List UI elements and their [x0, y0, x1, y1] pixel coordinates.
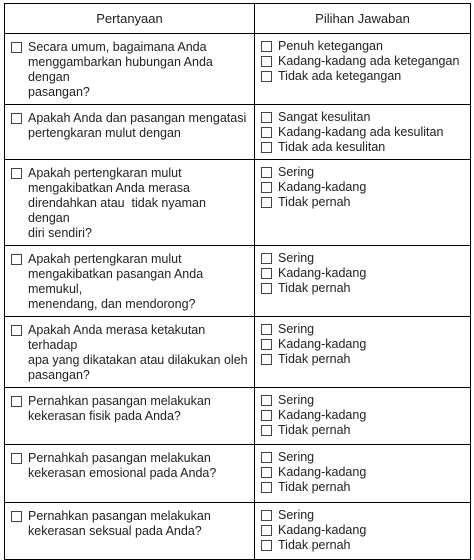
answer-checkbox[interactable]: [261, 253, 272, 264]
question-cell: [5, 34, 255, 105]
question-checkbox[interactable]: [11, 453, 22, 464]
answer-option-label: Kadang-kadang: [278, 408, 367, 422]
answer-checkbox[interactable]: [261, 425, 272, 436]
answer-option[interactable]: [261, 322, 470, 337]
header-row: [5, 4, 471, 34]
answer-option[interactable]: [261, 251, 470, 266]
answer-checkbox[interactable]: [261, 127, 272, 138]
answer-checkbox[interactable]: [261, 112, 272, 123]
answer-option-label: Penuh ketegangan: [278, 39, 383, 53]
question-text: Pernahkan pasangan melakukan kekerasan fisik pada Anda?: [28, 394, 211, 423]
answer-option-label: Tidak pernah: [278, 480, 351, 494]
answer-checkbox[interactable]: [261, 283, 272, 294]
answer-checkbox[interactable]: [261, 510, 272, 521]
answer-option-label: Kadang-kadang: [278, 266, 367, 280]
answer-option-label: Sangat kesulitan: [278, 110, 371, 124]
answer-option-label: Kadang-kadang: [278, 523, 367, 537]
answer-option[interactable]: [261, 538, 470, 553]
answer-option-label: Sering: [278, 165, 315, 179]
answer-cell: [255, 388, 471, 445]
answer-option[interactable]: [261, 480, 470, 495]
question-row: [5, 503, 471, 560]
question-checkbox[interactable]: [11, 325, 22, 336]
answer-option[interactable]: [261, 393, 470, 408]
answer-option-label: Sering: [278, 251, 315, 265]
question-text: Pernahkah pasangan melakukan kekerasan emosional pada Anda?: [28, 451, 217, 480]
answer-option[interactable]: [261, 408, 470, 423]
question-cell: [5, 105, 255, 160]
answer-option[interactable]: [261, 69, 470, 84]
answer-checkbox[interactable]: [261, 354, 272, 365]
question-text: Pernahkan pasangan melakukan kekerasan seksual pada Anda?: [28, 509, 211, 538]
answer-option[interactable]: [261, 165, 470, 180]
answer-checkbox[interactable]: [261, 324, 272, 335]
answer-option[interactable]: [261, 54, 470, 69]
questionnaire-table: [4, 3, 471, 560]
answer-cell: [255, 445, 471, 503]
answer-option[interactable]: [261, 110, 470, 125]
answer-option[interactable]: [261, 281, 470, 296]
answer-checkbox[interactable]: [261, 339, 272, 350]
answer-cell: [255, 105, 471, 160]
answer-checkbox[interactable]: [261, 182, 272, 193]
answer-option-label: Sering: [278, 508, 315, 522]
question-text: Secara umum, bagaimana Anda menggambarkan hubungan Anda dengan pasangan?: [28, 40, 213, 99]
answer-checkbox[interactable]: [261, 540, 272, 551]
header-question: Pertanyaan: [5, 4, 255, 34]
question-row: [5, 105, 471, 160]
answer-option[interactable]: [261, 39, 470, 54]
answer-checkbox[interactable]: [261, 467, 272, 478]
answer-checkbox[interactable]: [261, 410, 272, 421]
answer-option-label: Kadang-kadang ada kesulitan: [278, 125, 444, 139]
answer-cell: [255, 246, 471, 317]
answer-option-label: Tidak ada kesulitan: [278, 140, 386, 154]
question-checkbox[interactable]: [11, 254, 22, 265]
answer-option[interactable]: [261, 423, 470, 438]
answer-option[interactable]: [261, 266, 470, 281]
answer-option-label: Kadang-kadang: [278, 180, 367, 194]
header-answer: Pilihan Jawaban: [255, 4, 471, 34]
answer-checkbox[interactable]: [261, 41, 272, 52]
answer-checkbox[interactable]: [261, 142, 272, 153]
question-row: [5, 160, 471, 246]
answer-option[interactable]: [261, 450, 470, 465]
answer-checkbox[interactable]: [261, 482, 272, 493]
answer-option[interactable]: [261, 195, 470, 210]
answer-option-label: Sering: [278, 450, 315, 464]
answer-checkbox[interactable]: [261, 71, 272, 82]
answer-cell: [255, 34, 471, 105]
question-row: [5, 34, 471, 105]
answer-option[interactable]: [261, 337, 470, 352]
question-cell: [5, 388, 255, 445]
question-checkbox[interactable]: [11, 396, 22, 407]
question-checkbox[interactable]: [11, 42, 22, 53]
answer-option[interactable]: [261, 180, 470, 195]
answer-checkbox[interactable]: [261, 268, 272, 279]
answer-checkbox[interactable]: [261, 395, 272, 406]
question-text: Apakah Anda merasa ketakutan terhadap apa yang dikatakan atau dilakukan oleh pasangan?: [28, 323, 248, 382]
answer-cell: [255, 317, 471, 388]
answer-option[interactable]: [261, 465, 470, 480]
answer-option-label: Kadang-kadang ada ketegangan: [278, 54, 460, 68]
question-checkbox[interactable]: [11, 168, 22, 179]
answer-option[interactable]: [261, 352, 470, 367]
answer-checkbox[interactable]: [261, 452, 272, 463]
answer-checkbox[interactable]: [261, 56, 272, 67]
answer-cell: [255, 503, 471, 560]
answer-option-label: Sering: [278, 322, 315, 336]
answer-checkbox[interactable]: [261, 197, 272, 208]
answer-checkbox[interactable]: [261, 167, 272, 178]
answer-option-label: Tidak ada ketegangan: [278, 69, 402, 83]
answer-option-label: Kadang-kadang: [278, 337, 367, 351]
question-text: Apakah pertengkaran mulut mengakibatkan Anda merasa direndahkan atau tidak nyaman dengan diri sendiri?: [28, 166, 206, 240]
question-cell: [5, 317, 255, 388]
answer-option-label: Tidak pernah: [278, 538, 351, 552]
answer-option-label: Kadang-kadang: [278, 465, 367, 479]
question-row: [5, 388, 471, 445]
question-row: [5, 317, 471, 388]
answer-cell: [255, 160, 471, 246]
answer-option-label: Tidak pernah: [278, 281, 351, 295]
answer-option[interactable]: [261, 140, 470, 155]
answer-option[interactable]: [261, 125, 470, 140]
answer-option-label: Tidak pernah: [278, 195, 351, 209]
question-checkbox[interactable]: [11, 511, 22, 522]
question-cell: [5, 160, 255, 246]
answer-option[interactable]: [261, 523, 470, 538]
question-cell: [5, 246, 255, 317]
question-text: Apakah Anda dan pasangan mengatasi pertengkaran mulut dengan: [28, 111, 247, 140]
answer-checkbox[interactable]: [261, 525, 272, 536]
question-cell: [5, 445, 255, 503]
answer-option-label: Tidak pernah: [278, 352, 351, 366]
question-row: [5, 246, 471, 317]
answer-option-label: Tidak pernah: [278, 423, 351, 437]
question-text: Apakah pertengkaran mulut mengakibatkan pasangan Anda memukul, menendang, dan mendorong?: [28, 252, 204, 311]
answer-option-label: Sering: [278, 393, 315, 407]
question-row: [5, 445, 471, 503]
question-cell: [5, 503, 255, 560]
question-checkbox[interactable]: [11, 113, 22, 124]
